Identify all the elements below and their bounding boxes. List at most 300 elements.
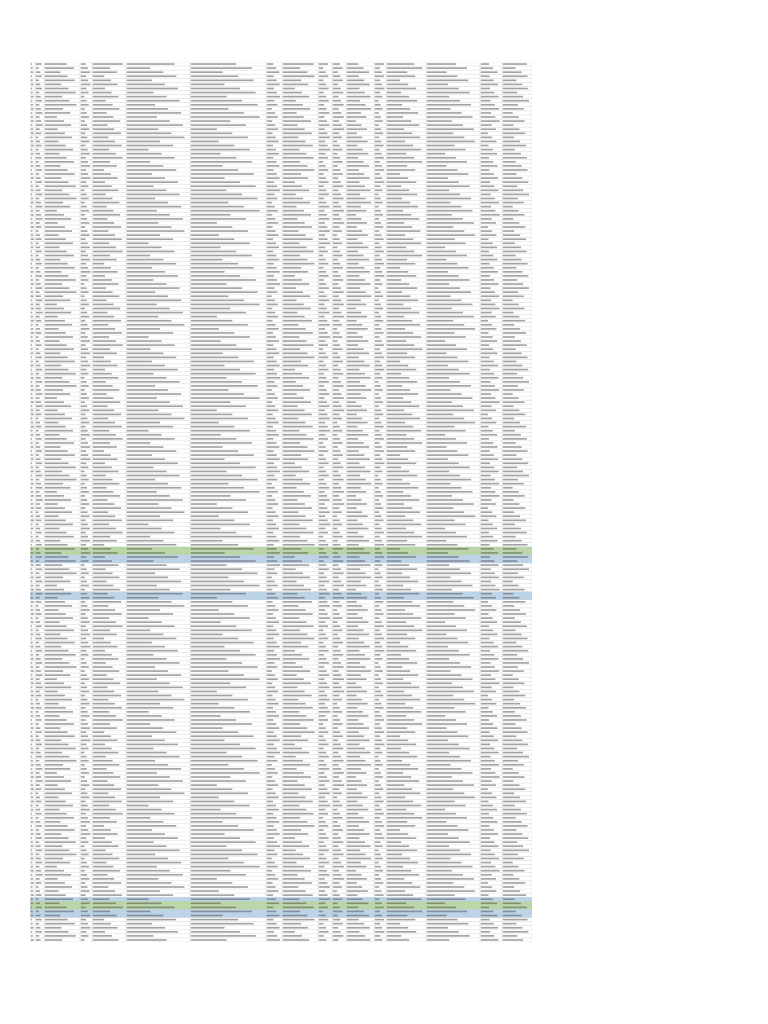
- table-cell-text: [375, 919, 384, 921]
- table-cell-text: [45, 71, 61, 73]
- table-cell-text: [347, 442, 364, 444]
- table-cell-text: [45, 507, 65, 509]
- table-cell-text: [319, 128, 325, 130]
- table-cell-text: [127, 532, 175, 534]
- table-cell-text: [93, 255, 110, 257]
- table-cell-text: [31, 764, 34, 766]
- table-cell-text: [267, 674, 275, 676]
- table-cell-text: [31, 674, 33, 676]
- table-cell-text: [333, 821, 338, 823]
- table-cell-text: [387, 308, 411, 310]
- table-cell-text: [503, 520, 526, 522]
- table-cell-text: [191, 116, 260, 118]
- table-cell-text: [45, 845, 62, 847]
- table-cell-text: [31, 801, 34, 803]
- table-cell-text: [191, 544, 238, 546]
- table-cell-text: [267, 287, 275, 289]
- table-cell-text: [347, 495, 356, 497]
- table-cell-text: [31, 621, 34, 623]
- table-cell-text: [191, 483, 229, 485]
- table-cell-text: [375, 792, 379, 794]
- table-cell-text: [127, 748, 154, 750]
- table-cell-text: [427, 234, 475, 236]
- table-cell-text: [127, 939, 167, 941]
- table-cell-text: [81, 458, 91, 460]
- table-cell-text: [347, 177, 370, 179]
- table-cell-text: [45, 740, 62, 742]
- table-cell-text: [45, 194, 70, 196]
- table-cell-text: [333, 874, 342, 876]
- table-cell-text: [319, 520, 328, 522]
- table-cell-text: [427, 609, 475, 611]
- table-cell-text: [427, 108, 451, 110]
- table-cell-text: [427, 377, 449, 379]
- table-cell-text: [319, 703, 325, 705]
- table-cell-text: [481, 524, 493, 526]
- table-cell-text: [375, 825, 384, 827]
- table-cell-text: [81, 104, 89, 106]
- table-cell-text: [45, 344, 67, 346]
- table-cell-text: [283, 316, 305, 318]
- table-cell-text: [319, 581, 329, 583]
- table-cell-text: [481, 564, 499, 566]
- table-cell-text: [387, 691, 404, 693]
- table-cell-text: [81, 735, 88, 737]
- table-cell-text: [333, 707, 340, 709]
- table-cell-text: [427, 699, 464, 701]
- table-cell-text: [31, 703, 33, 705]
- table-cell-text: [36, 788, 41, 790]
- table-cell-text: [93, 699, 109, 701]
- table-cell-text: [127, 145, 173, 147]
- table-cell-text: [283, 524, 300, 526]
- table-cell-text: [36, 206, 43, 208]
- table-cell-text: [31, 731, 32, 733]
- table-cell-text: [267, 132, 273, 134]
- table-cell-text: [375, 682, 383, 684]
- table-cell-text: [481, 247, 497, 249]
- table-cell-text: [427, 862, 462, 864]
- table-cell-text: [387, 108, 410, 110]
- table-cell-text: [31, 540, 34, 542]
- table-cell-text: [283, 548, 301, 550]
- table-cell-text: [333, 894, 340, 896]
- table-cell-text: [503, 202, 524, 204]
- table-cell-text: [283, 92, 302, 94]
- table-cell-text: [191, 825, 238, 827]
- table-cell-text: [319, 116, 325, 118]
- table-cell-text: [93, 589, 120, 591]
- table-cell-text: [503, 654, 517, 656]
- table-cell-text: [36, 524, 39, 526]
- table-cell-text: [191, 467, 256, 469]
- table-cell-text: [45, 332, 66, 334]
- table-cell-text: [45, 169, 68, 171]
- table-cell-text: [81, 797, 90, 799]
- table-cell-text: [36, 564, 41, 566]
- table-cell-text: [481, 165, 498, 167]
- table-cell-text: [36, 279, 39, 281]
- table-cell-text: [267, 597, 278, 599]
- table-cell-text: [45, 825, 68, 827]
- table-cell-text: [387, 511, 420, 513]
- table-cell-text: [267, 373, 277, 375]
- table-cell-text: [31, 344, 32, 346]
- table-cell-text: [191, 194, 242, 196]
- table-cell-text: [347, 609, 368, 611]
- table-cell-text: [375, 259, 382, 261]
- table-cell-text: [93, 581, 107, 583]
- table-cell-text: [267, 242, 276, 244]
- table-cell-text: [333, 699, 342, 701]
- table-cell-text: [347, 365, 370, 367]
- table-cell-text: [319, 532, 328, 534]
- table-cell-text: [387, 646, 408, 648]
- table-cell-text: [191, 206, 244, 208]
- table-cell-text: [283, 132, 312, 134]
- table-cell-text: [375, 552, 382, 554]
- table-cell-text: [93, 263, 104, 265]
- table-cell-text: [503, 291, 518, 293]
- table-cell-text: [347, 784, 367, 786]
- table-cell-text: [387, 222, 404, 224]
- table-cell-text: [127, 161, 150, 163]
- table-cell-text: [45, 397, 57, 399]
- table-cell-text: [481, 283, 499, 285]
- table-cell-text: [36, 247, 40, 249]
- table-cell-text: [36, 589, 41, 591]
- table-cell-text: [427, 927, 448, 929]
- table-cell-text: [191, 275, 240, 277]
- table-cell-text: [375, 666, 381, 668]
- table-cell-text: [191, 418, 248, 420]
- table-cell-text: [319, 369, 329, 371]
- table-cell-text: [45, 540, 61, 542]
- table-cell-text: [283, 190, 309, 192]
- table-cell-text: [481, 613, 489, 615]
- table-cell-text: [93, 894, 122, 896]
- table-cell-text: [333, 479, 344, 481]
- table-cell-text: [191, 691, 217, 693]
- table-cell-text: [427, 344, 456, 346]
- table-cell-text: [503, 841, 517, 843]
- table-cell-text: [503, 344, 527, 346]
- table-cell-text: [191, 935, 256, 937]
- table-cell-text: [45, 658, 62, 660]
- table-cell-text: [267, 385, 278, 387]
- table-cell-text: [283, 760, 303, 762]
- table-cell-text: [481, 821, 498, 823]
- table-cell-text: [36, 393, 43, 395]
- table-cell-text: [36, 597, 40, 599]
- table-cell-text: [503, 190, 523, 192]
- table-cell-text: [347, 145, 358, 147]
- table-cell-text: [93, 214, 120, 216]
- table-cell-text: [333, 723, 343, 725]
- table-cell-text: [283, 226, 312, 228]
- table-cell-text: [481, 862, 491, 864]
- table-cell-text: [127, 410, 159, 412]
- table-cell-text: [31, 369, 32, 371]
- table-cell-text: [31, 96, 34, 98]
- table-cell-text: [375, 817, 380, 819]
- table-cell-text: [81, 418, 88, 420]
- table-cell-text: [45, 682, 64, 684]
- table-cell-text: [375, 238, 384, 240]
- table-cell-text: [36, 92, 39, 94]
- table-cell-text: [481, 499, 492, 501]
- table-cell-text: [333, 866, 344, 868]
- table-cell-text: [31, 446, 34, 448]
- table-cell-text: [427, 731, 458, 733]
- table-cell-text: [347, 304, 367, 306]
- table-cell-text: [45, 128, 58, 130]
- table-cell-text: [387, 332, 413, 334]
- table-cell-text: [375, 744, 385, 746]
- table-cell-text: [481, 242, 493, 244]
- table-cell-text: [481, 483, 499, 485]
- table-cell-text: [481, 662, 491, 664]
- table-cell-text: [481, 703, 497, 705]
- table-cell-text: [283, 181, 295, 183]
- table-cell-text: [191, 642, 254, 644]
- table-cell-text: [283, 625, 314, 627]
- table-cell-text: [127, 678, 157, 680]
- table-cell-text: [333, 585, 344, 587]
- table-cell-text: [347, 300, 361, 302]
- table-cell-text: [191, 654, 256, 656]
- table-cell-text: [427, 674, 462, 676]
- table-cell-text: [127, 601, 172, 603]
- table-cell-text: [267, 703, 279, 705]
- table-cell-text: [319, 833, 326, 835]
- table-cell-text: [31, 393, 33, 395]
- table-cell-text: [31, 332, 34, 334]
- table-cell-text: [191, 169, 238, 171]
- table-cell-text: [36, 357, 42, 359]
- table-cell-text: [427, 397, 473, 399]
- table-cell-text: [387, 621, 406, 623]
- table-cell-text: [267, 405, 275, 407]
- table-cell-text: [283, 454, 301, 456]
- table-cell-text: [191, 348, 252, 350]
- table-cell-text: [375, 300, 379, 302]
- table-cell-text: [387, 454, 400, 456]
- table-cell-text: [81, 621, 90, 623]
- table-cell-text: [36, 748, 39, 750]
- table-cell-text: [347, 283, 371, 285]
- table-cell-text: [36, 145, 42, 147]
- table-cell-text: [93, 613, 122, 615]
- table-cell-text: [319, 210, 325, 212]
- table-cell-text: [333, 190, 339, 192]
- table-cell-text: [45, 124, 71, 126]
- table-cell-text: [387, 214, 411, 216]
- table-cell-text: [481, 177, 498, 179]
- table-cell-text: [45, 324, 72, 326]
- table-cell-text: [347, 206, 361, 208]
- table-cell-text: [45, 458, 62, 460]
- table-cell-text: [503, 748, 517, 750]
- table-cell-text: [503, 711, 515, 713]
- table-cell-text: [93, 385, 113, 387]
- table-cell-text: [191, 564, 227, 566]
- table-cell-text: [481, 646, 498, 648]
- table-cell-text: [503, 682, 525, 684]
- table-cell-text: [333, 768, 342, 770]
- table-cell-text: [127, 915, 163, 917]
- table-cell-text: [45, 132, 65, 134]
- table-cell-text: [375, 894, 384, 896]
- table-cell-text: [36, 238, 42, 240]
- table-cell-text: [319, 572, 324, 574]
- table-cell-text: [191, 389, 229, 391]
- table-cell-text: [347, 682, 356, 684]
- table-cell-text: [283, 764, 310, 766]
- table-cell-text: [36, 128, 40, 130]
- table-cell-text: [319, 279, 324, 281]
- table-cell-text: [267, 752, 280, 754]
- table-cell-text: [427, 373, 470, 375]
- table-cell-text: [81, 361, 88, 363]
- table-cell-text: [36, 242, 39, 244]
- table-cell-text: [81, 515, 90, 517]
- table-cell-text: [347, 890, 368, 892]
- table-cell-text: [191, 674, 244, 676]
- table-cell-text: [93, 740, 118, 742]
- table-cell-text: [503, 210, 519, 212]
- table-cell-text: [81, 870, 85, 872]
- table-cell-text: [347, 381, 360, 383]
- table-cell-text: [347, 84, 370, 86]
- table-cell-text: [347, 711, 363, 713]
- table-cell-text: [427, 381, 460, 383]
- table-cell-text: [267, 422, 279, 424]
- table-cell-text: [427, 116, 473, 118]
- table-cell-text: [481, 540, 498, 542]
- table-cell-text: [481, 577, 499, 579]
- table-cell-text: [36, 430, 39, 432]
- table-cell-text: [93, 149, 109, 151]
- table-cell-text: [387, 153, 406, 155]
- table-cell-text: [283, 442, 300, 444]
- table-cell-text: [36, 658, 41, 660]
- table-cell-text: [319, 556, 329, 558]
- table-cell-text: [481, 308, 500, 310]
- table-cell-text: [503, 483, 524, 485]
- table-cell-text: [503, 308, 525, 310]
- table-cell-text: [319, 491, 325, 493]
- table-cell-text: [267, 80, 277, 82]
- table-cell-text: [267, 434, 279, 436]
- table-cell-text: [93, 654, 112, 656]
- table-cell-text: [127, 585, 157, 587]
- table-cell-text: [93, 177, 118, 179]
- table-cell-text: [427, 491, 473, 493]
- table-cell-text: [267, 634, 280, 636]
- table-cell-text: [267, 682, 272, 684]
- table-cell-text: [375, 613, 384, 615]
- table-cell-text: [45, 381, 70, 383]
- table-cell-text: [503, 882, 526, 884]
- table-cell-text: [81, 776, 85, 778]
- table-cell-text: [267, 238, 273, 240]
- table-cell-text: [267, 715, 279, 717]
- table-cell-text: [387, 120, 411, 122]
- table-cell-text: [347, 104, 366, 106]
- table-cell-text: [45, 185, 76, 187]
- table-cell-text: [45, 137, 72, 139]
- table-cell-text: [333, 784, 344, 786]
- table-cell-text: [427, 238, 455, 240]
- table-cell-text: [347, 898, 363, 900]
- table-cell-text: [81, 674, 87, 676]
- table-cell-text: [191, 357, 238, 359]
- table-cell-text: [375, 462, 385, 464]
- table-cell-text: [375, 854, 381, 856]
- table-cell-text: [127, 295, 168, 297]
- table-cell-text: [503, 247, 521, 249]
- table-cell-text: [267, 756, 275, 758]
- table-cell-text: [31, 462, 32, 464]
- table-cell-text: [127, 499, 183, 501]
- table-cell-text: [191, 397, 260, 399]
- table-cell-text: [31, 507, 34, 509]
- table-cell-text: [127, 467, 154, 469]
- table-cell-text: [81, 63, 86, 65]
- table-cell-text: [333, 609, 337, 611]
- table-cell-text: [283, 157, 314, 159]
- table-cell-text: [267, 585, 278, 587]
- table-cell-text: [427, 80, 469, 82]
- table-cell-text: [127, 116, 157, 118]
- table-cell-text: [387, 88, 416, 90]
- table-cell-text: [191, 634, 223, 636]
- table-cell-text: [319, 230, 330, 232]
- table-cell-text: [503, 104, 518, 106]
- table-cell-text: [427, 507, 454, 509]
- table-cell-text: [333, 446, 338, 448]
- table-cell-text: [375, 210, 381, 212]
- table-cell-text: [45, 165, 61, 167]
- table-cell-text: [333, 218, 342, 220]
- table-cell-text: [31, 715, 34, 717]
- table-cell-text: [347, 915, 369, 917]
- table-cell-text: [333, 670, 339, 672]
- table-cell-text: [503, 67, 516, 69]
- table-cell-text: [127, 752, 167, 754]
- table-cell-text: [36, 283, 41, 285]
- table-cell-text: [93, 568, 106, 570]
- table-cell-text: [283, 271, 309, 273]
- table-cell-text: [319, 748, 324, 750]
- table-cell-text: [31, 866, 33, 868]
- table-cell-text: [387, 242, 421, 244]
- table-cell-text: [375, 593, 379, 595]
- table-cell-text: [481, 609, 497, 611]
- table-cell-text: [31, 132, 34, 134]
- table-cell-text: [503, 890, 520, 892]
- table-cell-text: [31, 841, 33, 843]
- table-cell-text: [427, 532, 456, 534]
- table-cell-text: [503, 687, 514, 689]
- table-cell-text: [36, 467, 39, 469]
- table-cell-text: [31, 475, 32, 477]
- table-cell-text: [81, 560, 89, 562]
- table-cell-text: [333, 450, 341, 452]
- table-cell-text: [319, 780, 330, 782]
- table-cell-text: [45, 120, 64, 122]
